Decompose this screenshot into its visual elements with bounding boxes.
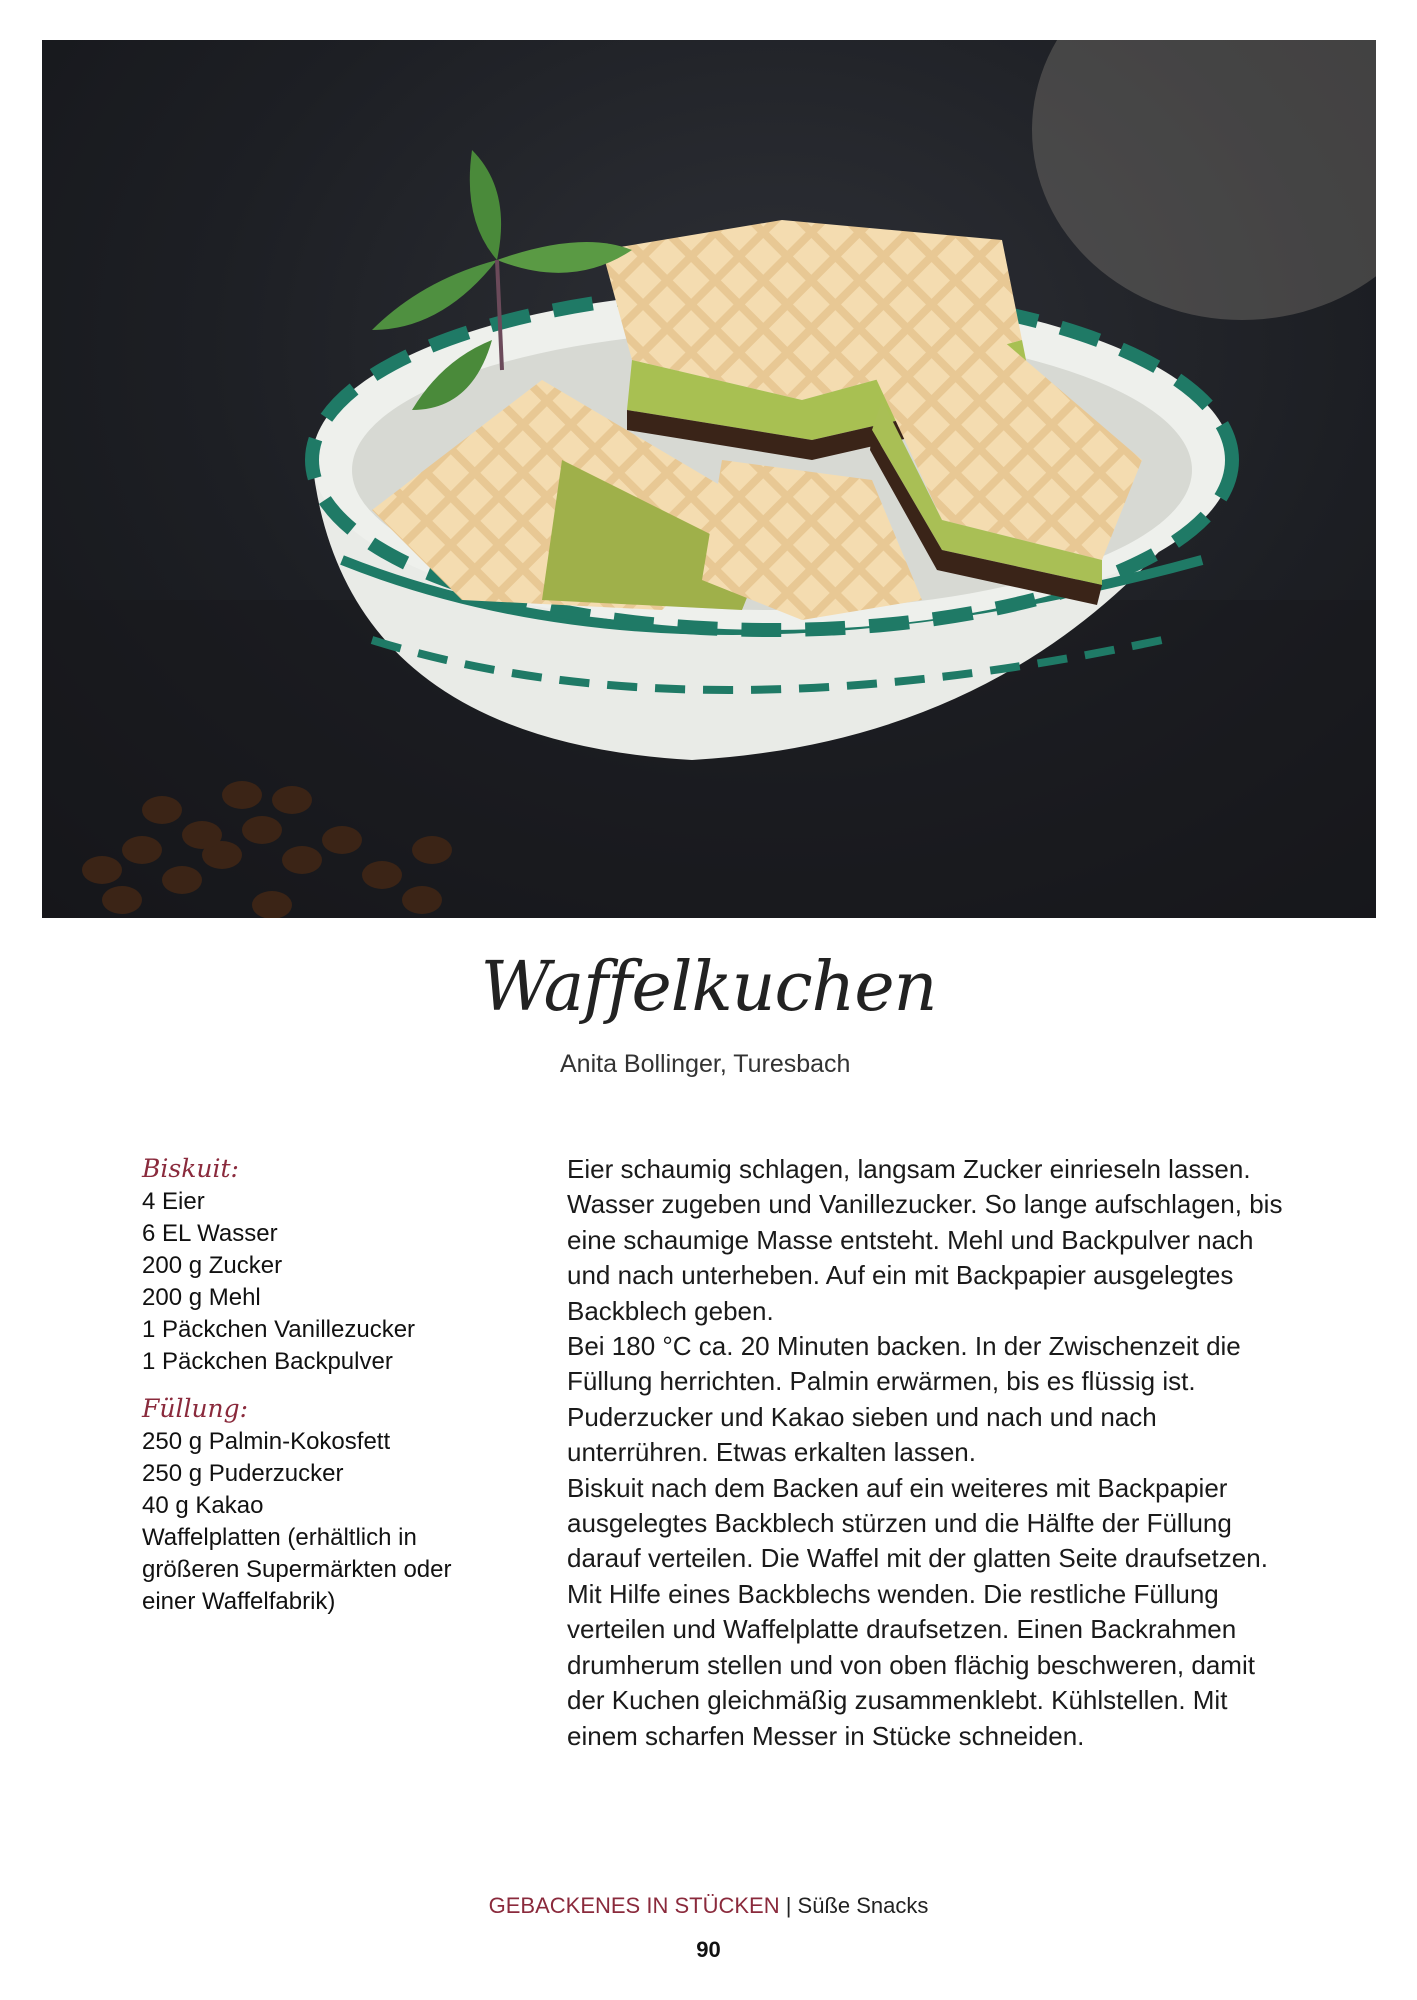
- ingredient-item: 4 Eier: [142, 1188, 205, 1215]
- ingredients-list: [142, 1152, 482, 1618]
- fuellung-ingredients: [142, 1426, 482, 1618]
- instruction-paragraph: Bei 180 °C ca. 20 Minuten backen. In der Zwischenzeit die Füllung herrichten. Palmin erwärmen, bis es flüssig ist. Puderzucker und Kakao sieben und nach und nach unterrühren. Etwas erkalten lassen.: [567, 1331, 1241, 1468]
- recipe-author: Anita Bollinger, Turesbach: [560, 1050, 851, 1078]
- instruction-paragraph: Biskuit nach dem Backen auf ein weiteres mit Backpapier ausgelegtes Backblech stürzen und die Hälfte der Füllung darauf verteilen. Die Waffel mit der glatten Seite draufsetzen. Mit Hilfe eines Backblechs wenden. Die restliche Füllung verteilen und Waffelplatte draufsetzen. Einen Backrahmen drumherum stellen und von oben flächig beschweren, damit der Kuchen gleichmäßig zusammenklebt. Kühlstellen. Mit einem scharfen Messer in Stücke schneiden.: [567, 1472, 1268, 1751]
- ingredient-item: 250 g Puderzucker: [142, 1460, 344, 1487]
- ingredient-item: 1 Päckchen Vanillezucker: [142, 1316, 416, 1343]
- biskuit-ingredients: [142, 1186, 482, 1378]
- page-number: 90: [696, 1937, 721, 1962]
- ingredient-item: Waffelplatten (erhältlich in größeren Supermärkten oder einer Waffelfabrik): [142, 1524, 452, 1615]
- recipe-photo: [42, 40, 1376, 918]
- ingredient-item: 200 g Mehl: [142, 1284, 261, 1311]
- footer-chapter: GEBACKENES IN STÜCKEN: [488, 1893, 780, 1918]
- biskuit-heading: Biskuit:: [142, 1154, 239, 1183]
- page-footer: [0, 1893, 1417, 1919]
- ingredient-item: 1 Päckchen Backpulver: [142, 1348, 393, 1375]
- footer-separator: |: [779, 1893, 798, 1918]
- ingredient-item: 40 g Kakao: [142, 1492, 264, 1519]
- ingredient-item: 250 g Palmin-Kokosfett: [142, 1428, 391, 1455]
- waffle-bowl-illustration: [42, 40, 1376, 918]
- ingredient-item: 200 g Zucker: [142, 1252, 283, 1279]
- fuellung-heading: Füllung:: [142, 1394, 249, 1423]
- footer-section: Süße Snacks: [797, 1893, 929, 1918]
- instruction-paragraph: Eier schaumig schlagen, langsam Zucker einrieseln lassen. Wasser zugeben und Vanillezucker. So lange aufschlagen, bis eine schaumige Masse entsteht. Mehl und Backpulver nach und nach unterheben. Auf ein mit Backpapier ausgelegtes Backblech geben.: [567, 1154, 1283, 1326]
- ingredient-item: 6 EL Wasser: [142, 1220, 278, 1247]
- instructions-text: [567, 1152, 1287, 1754]
- recipe-title: Waffelkuchen: [480, 948, 937, 1027]
